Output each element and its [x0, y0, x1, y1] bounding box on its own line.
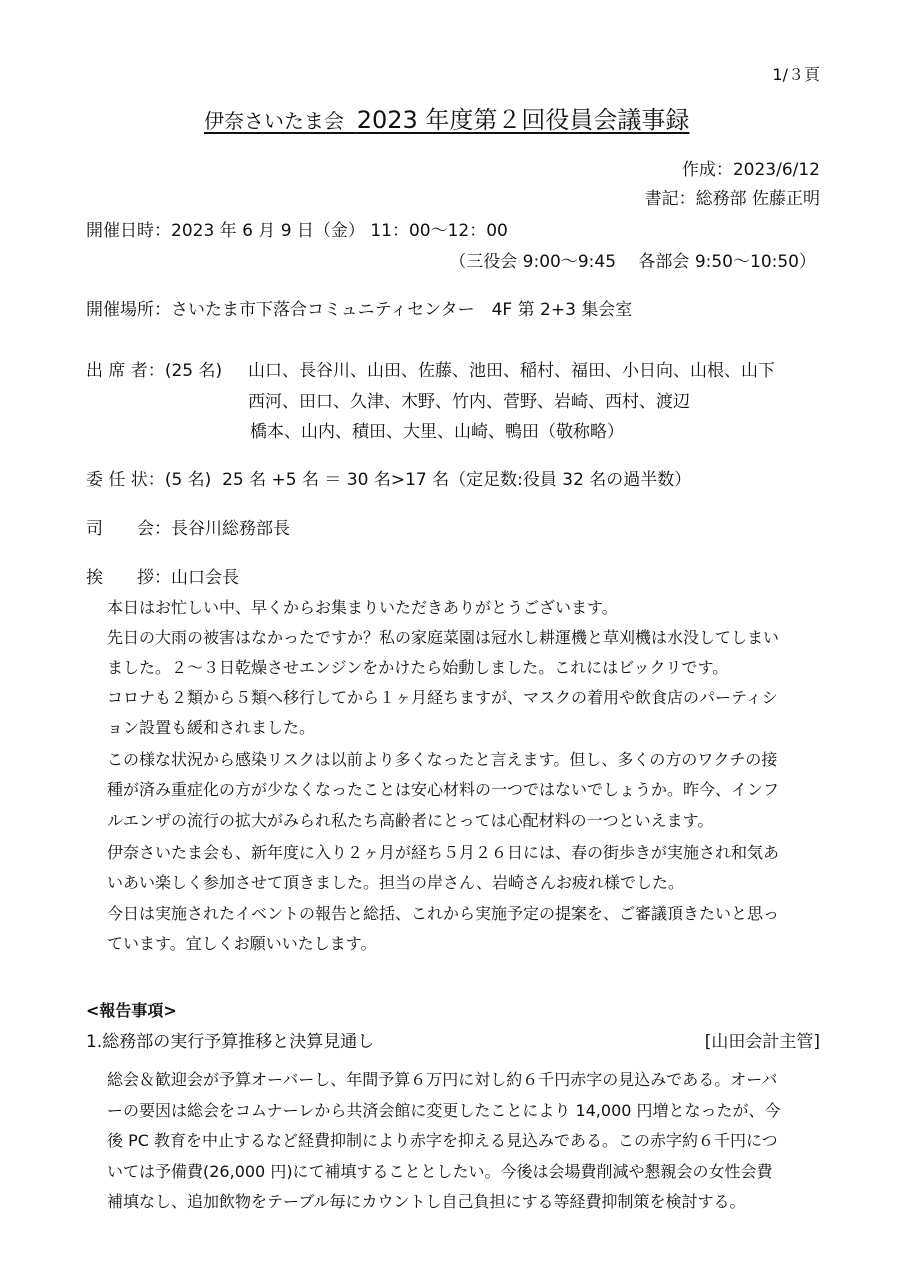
attendees-header [86, 360, 222, 382]
venue-value: さいたま市下落合コミュニティセンター 4F 第 2+3 集会室 [171, 300, 633, 320]
greeting-line: 先日の大雨の被害はなかったですか？私の家庭菜園は冠水し耕運機と草刈機は水没してしまい [107, 628, 780, 647]
report-item-title: 1.総務部の実行予算推移と決算見通し [86, 1032, 375, 1052]
attendees-line: 西河、田口、久津、木野、竹内、菅野、岩崎、西村、渡辺 [248, 392, 690, 412]
proxy-count: (5 名) [164, 470, 212, 490]
chair-label: 司 会： [86, 519, 171, 539]
proxy-row [86, 469, 691, 491]
reports-heading: <報告事項> [86, 1001, 177, 1020]
recorder: 書記：総務部 佐藤正明 [644, 189, 820, 209]
proxy-label: 委 任 状： [86, 470, 165, 490]
page-title [204, 106, 689, 135]
greeting-line: ョン設置も緩和されました。 [107, 718, 316, 737]
attendees-label: 出 席 者： [86, 361, 165, 381]
greeting-row [86, 567, 239, 589]
attendees-count: (25 名) [164, 361, 223, 381]
greeting-line: 種が済み重症化の方が少なくなったことは安心材料の一つではないでしょうか。昨今、インフ [107, 780, 780, 799]
greeting-line: 本日はお忙しい中、早くからお集まりいただきありがとうございます。 [107, 598, 618, 617]
greeting-line: 伊奈さいたま会も、新年度に入り２ヶ月が経ち５月２６日には、春の街歩きが実施され和気あ [107, 843, 780, 862]
greeting-line: ています。宜しくお願いいたします。 [107, 934, 377, 953]
created-date: 作成：2023/6/12 [681, 160, 820, 180]
datetime-sub: （三役会 9:00～9:45 各部会 9:50～10:50） [449, 252, 816, 272]
page-number: 1/３頁 [772, 65, 820, 84]
greeting-line: この様な状況から感染リスクは以前より多くなったと言えます。但し、多くの方のワクチの接 [107, 750, 778, 769]
chair-row [86, 518, 290, 540]
report-line: 総会＆歓迎会が予算オーバーし、年間予算６万円に対し約６千円赤字の見込みである。オーバ [107, 1070, 778, 1089]
report-item-reporter: [山田会計主管] [704, 1032, 820, 1052]
datetime-value: 2023 年 6 月 9 日（金） 11：00～12：00 [171, 221, 508, 241]
title-main: 2023 年度第２回役員会議事録 [356, 106, 690, 134]
chair-value: 長谷川総務部長 [171, 519, 290, 539]
report-line: ーの要因は総会をコムナーレから共済会館に変更したことにより 14,000 円増となったが、今 [107, 1101, 781, 1120]
greeting-value: 山口会長 [171, 568, 239, 588]
datetime-label: 開催日時： [86, 221, 171, 241]
meeting-venue [86, 299, 632, 321]
meeting-datetime [86, 220, 508, 242]
greeting-line: コロナも２類から５類へ移行してから１ヶ月経ちますが、マスクの着用や飲食店のパーティシ [107, 688, 778, 707]
greeting-line: いあい楽しく参加させて頂きました。担当の岸さん、岩崎さんお疲れ様でした。 [107, 873, 684, 892]
attendees-line: 橋本、山内、積田、大里、山崎、鴨田（敬称略） [250, 422, 624, 442]
greeting-line: ました。２～３日乾燥させエンジンをかけたら始動しました。これにはビックリです。 [107, 658, 729, 677]
greeting-line: 今日は実施されたイベントの報告と総括、これから実施予定の提案を、ご審議頂きたいと思っ [107, 904, 780, 923]
proxy-value: 25 名 +5 名 ＝ 30 名>17 名（定足数:役員 32 名の過半数） [222, 470, 692, 490]
title-org: 伊奈さいたま会 [204, 109, 344, 133]
greeting-line: ルエンザの流行の拡大がみられ私たち高齢者にとっては心配材料の一つといえます。 [107, 811, 714, 830]
report-line: いては予備費(26,000 円)にて補填することとしたい。今後は会場費削減や懇親会の女性会費 [107, 1162, 773, 1181]
venue-label: 開催場所： [86, 300, 171, 320]
report-line: 補填なし、追加飲物をテーブル毎にカウントし自己負担にする等経費抑制策を検討する。 [107, 1192, 746, 1211]
greeting-label: 挨 拶： [86, 568, 171, 588]
report-line: 後 PC 教育を中止するなど経費抑制により赤字を抑える見込みである。この赤字約６千円につ [107, 1131, 778, 1150]
attendees-line: 山口、長谷川、山田、佐藤、池田、稲村、福田、小日向、山根、山下 [248, 361, 775, 381]
